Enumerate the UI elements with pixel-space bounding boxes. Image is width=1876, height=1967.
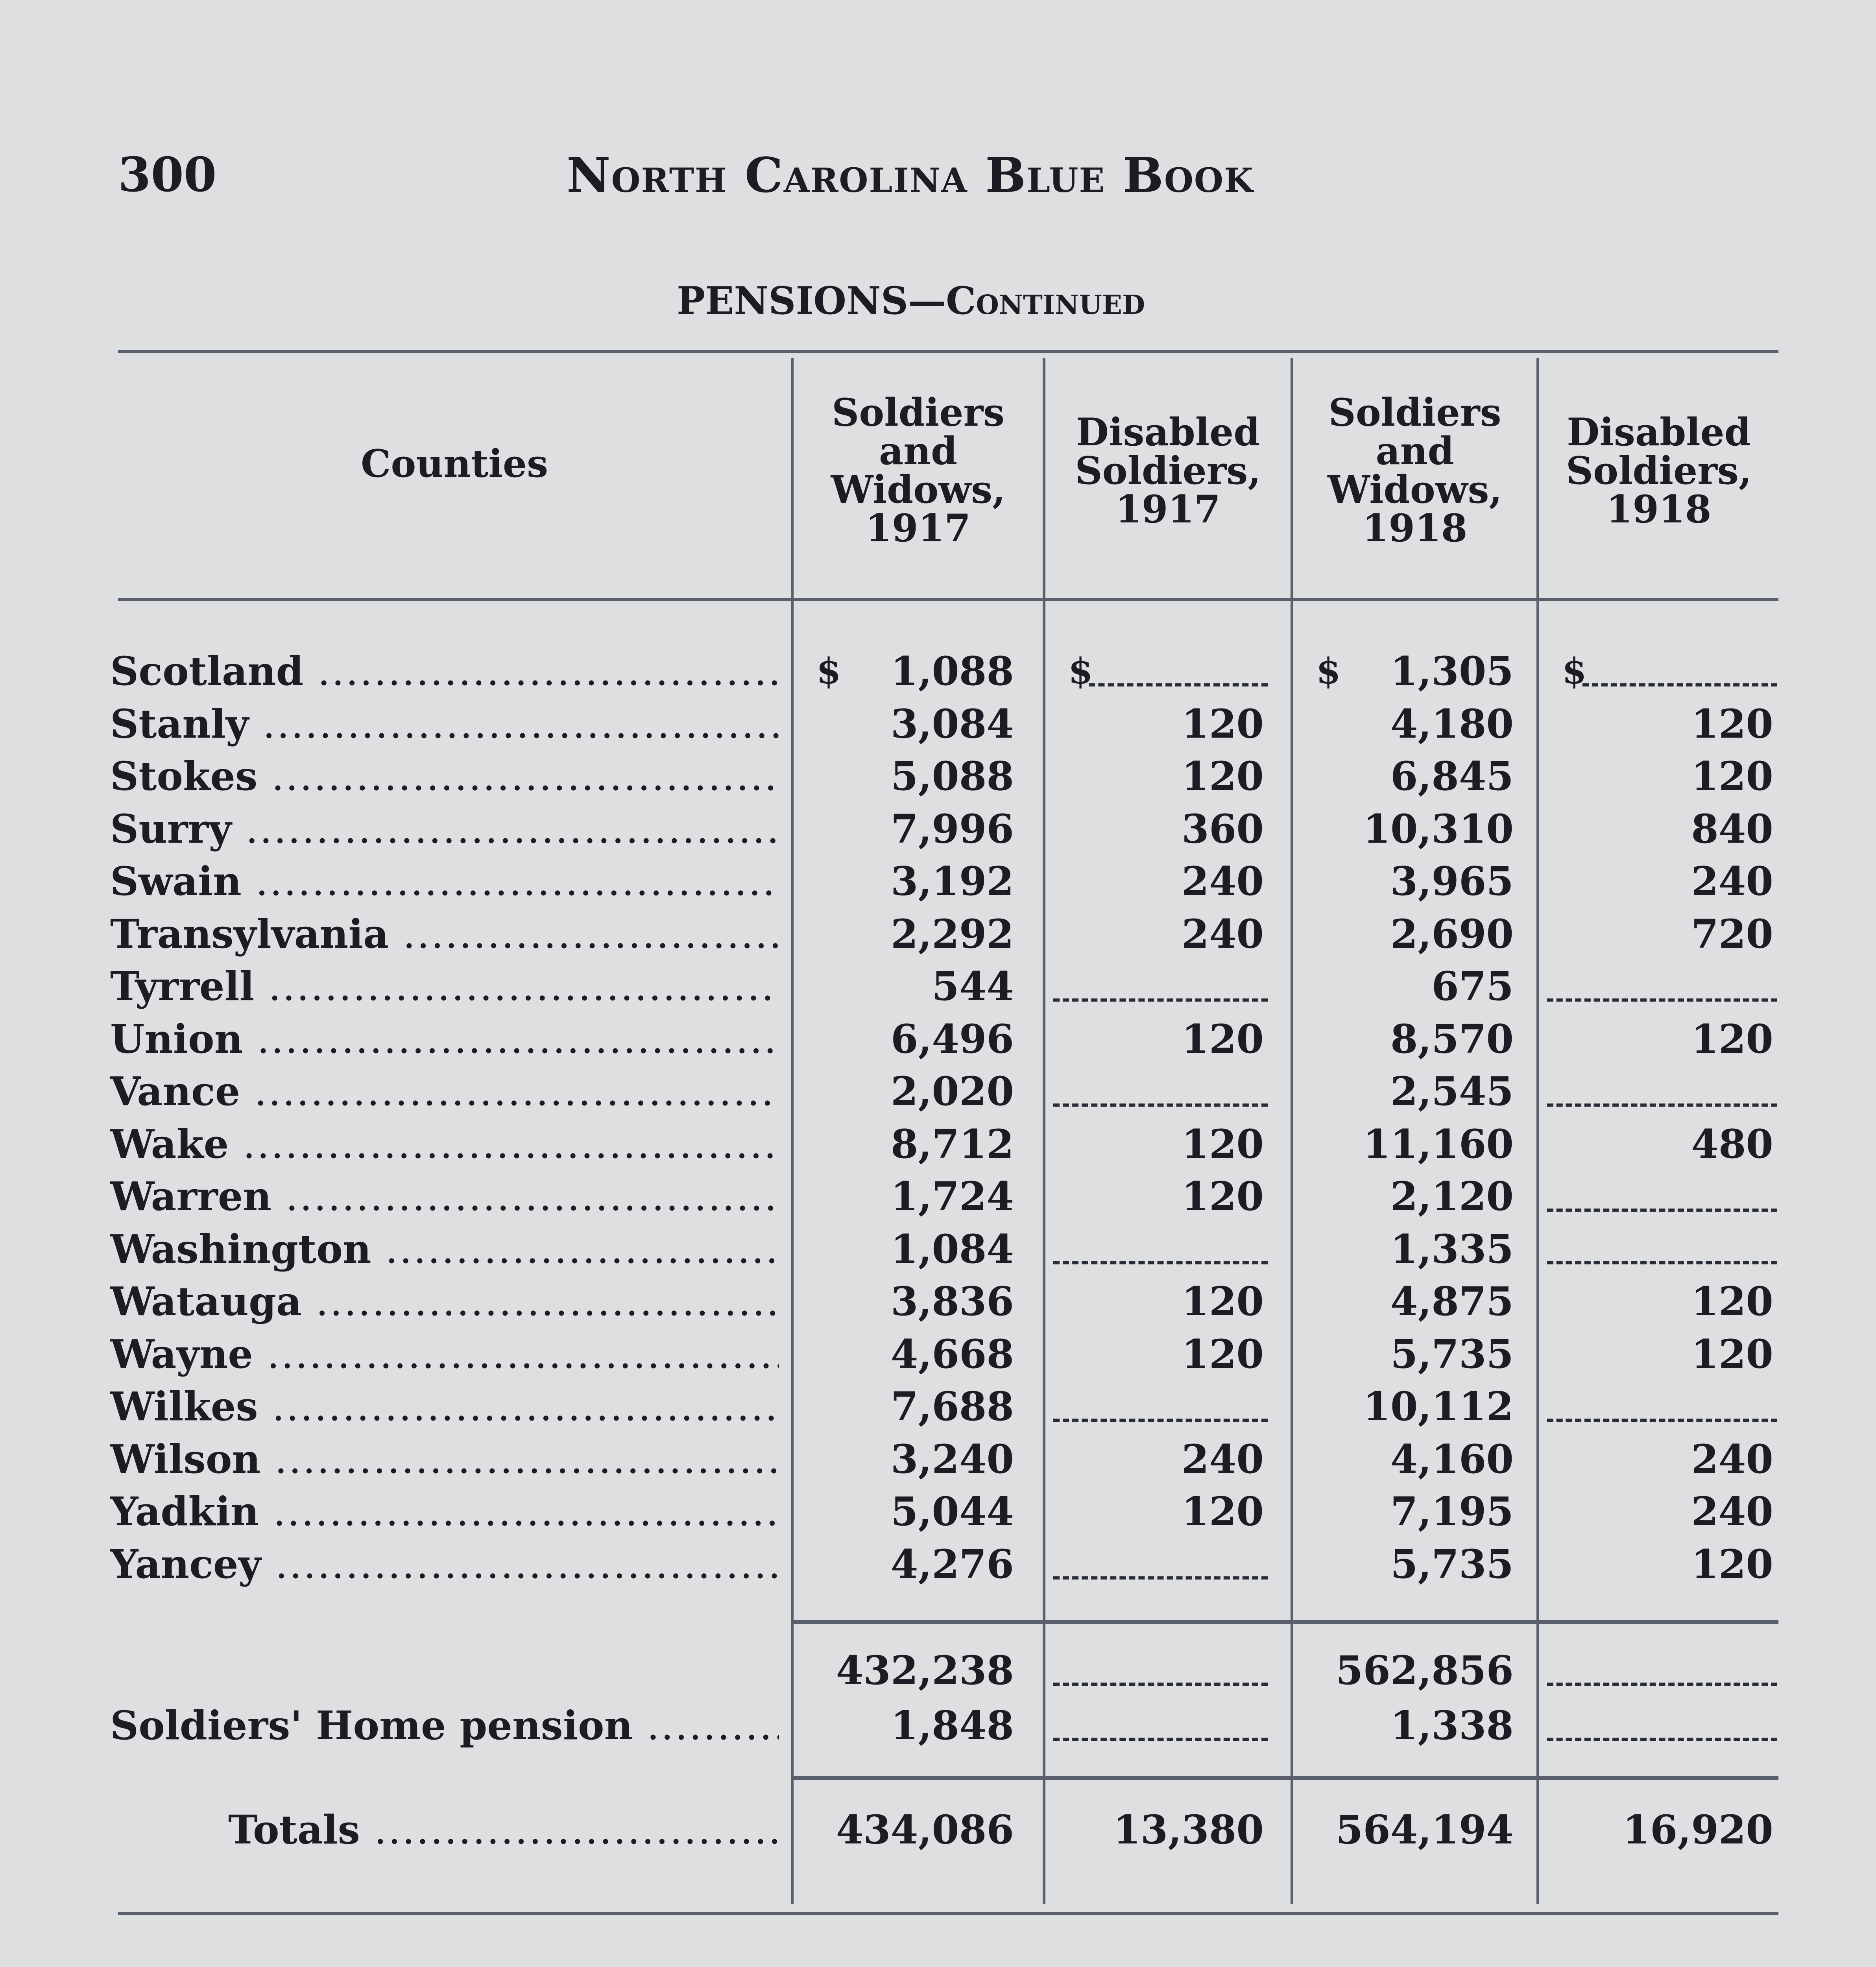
value-cell: 360 xyxy=(1182,806,1264,852)
value-cell: 1,335 xyxy=(1390,1226,1514,1272)
value-cell: 6,496 xyxy=(890,1016,1014,1062)
table-row xyxy=(0,1485,1876,1538)
value-cell: 1,084 xyxy=(890,1226,1014,1272)
county-name: Soldiers' Home pension ..... xyxy=(110,1699,779,1752)
value-cell: 120 xyxy=(1182,1173,1264,1220)
value-cell: 120 xyxy=(1691,1331,1773,1377)
blank-cell-leader xyxy=(1089,634,1268,686)
totals-row xyxy=(0,1804,1876,1856)
county-name: Surry ..... xyxy=(110,803,779,855)
county-name: Vance ..... xyxy=(110,1065,779,1118)
table-row xyxy=(0,960,1876,1013)
value-cell: 480 xyxy=(1691,1121,1773,1167)
blank-cell-leader xyxy=(1053,1212,1268,1264)
value-cell: 544 xyxy=(932,963,1014,1009)
subtotal-rule xyxy=(791,1620,1778,1624)
column-header-soldiers-widows-1917: Soldiers and Widows, 1917 xyxy=(831,390,1006,550)
table-row xyxy=(0,750,1876,803)
value-cell: 7,195 xyxy=(1390,1488,1514,1535)
county-name: Wayne ..... xyxy=(110,1328,779,1380)
table-bottom-rule xyxy=(118,1912,1778,1915)
value-cell: 2,545 xyxy=(1390,1068,1514,1115)
value-cell: 120 xyxy=(1182,1278,1264,1325)
value-cell: 240 xyxy=(1691,1488,1773,1535)
column-header-disabled-1918: Disabled Soldiers, 1918 xyxy=(1566,410,1752,531)
blank-cell-leader xyxy=(1053,1054,1268,1107)
county-name: Watauga ..... xyxy=(110,1275,779,1328)
value-cell: 3,084 xyxy=(890,701,1014,747)
page-number: 300 xyxy=(118,147,217,203)
value-cell: 432,238 xyxy=(836,1647,1014,1694)
value-cell: 120 xyxy=(1691,753,1773,799)
value-cell: 5,088 xyxy=(890,753,1014,799)
table-row xyxy=(0,1275,1876,1328)
county-name: Wilson ..... xyxy=(110,1433,779,1485)
column-header-soldiers-widows-1918: Soldiers and Widows, 1918 xyxy=(1328,390,1502,550)
value-cell: 562,856 xyxy=(1335,1647,1514,1694)
table-row xyxy=(0,1433,1876,1485)
value-cell: 120 xyxy=(1182,701,1264,747)
blank-cell-leader xyxy=(1547,1212,1777,1264)
table-title: PENSIONS—Continued xyxy=(677,279,1145,323)
value-cell: 434,086 xyxy=(836,1806,1014,1853)
blank-cell-leader xyxy=(1053,1369,1268,1422)
value-cell: 1,088 xyxy=(890,648,1014,694)
value-cell: 2,120 xyxy=(1390,1173,1514,1220)
value-cell: 16,920 xyxy=(1623,1806,1773,1853)
county-name: Warren ..... xyxy=(110,1170,779,1223)
value-cell: 4,875 xyxy=(1390,1278,1514,1325)
value-cell: 3,965 xyxy=(1390,858,1514,904)
column-header-counties: Counties xyxy=(361,441,548,486)
value-cell: 11,160 xyxy=(1363,1121,1514,1167)
value-cell: 3,192 xyxy=(890,858,1014,904)
value-cell: 120 xyxy=(1691,1541,1773,1587)
table-row xyxy=(0,803,1876,855)
value-cell: 1,848 xyxy=(890,1702,1014,1749)
currency-symbol: $ xyxy=(816,650,841,692)
table-row xyxy=(0,645,1876,697)
currency-symbol: $ xyxy=(1316,650,1341,692)
county-name: Transylvania ..... xyxy=(110,908,779,960)
value-cell: 240 xyxy=(1691,1436,1773,1482)
blank-cell-leader xyxy=(1547,1688,1777,1741)
value-cell: 6,845 xyxy=(1390,753,1514,799)
county-name: Wilkes ..... xyxy=(110,1380,779,1433)
value-cell: 240 xyxy=(1182,858,1264,904)
value-cell: 564,194 xyxy=(1335,1806,1514,1853)
value-cell: 120 xyxy=(1182,1121,1264,1167)
running-head: North Carolina Blue Book xyxy=(567,147,1254,203)
value-cell: 10,112 xyxy=(1363,1383,1514,1430)
county-name: Washington ..... xyxy=(110,1223,779,1275)
table-row xyxy=(0,1223,1876,1275)
value-cell: 2,292 xyxy=(890,911,1014,957)
blank-cell-leader xyxy=(1547,1633,1777,1686)
header-bottom-rule xyxy=(118,598,1778,601)
value-cell: 120 xyxy=(1182,1488,1264,1535)
value-cell: 3,240 xyxy=(890,1436,1014,1482)
value-cell: 2,020 xyxy=(890,1068,1014,1115)
value-cell: 120 xyxy=(1691,1278,1773,1325)
county-name: Scotland ..... xyxy=(110,645,779,697)
totals-rule xyxy=(791,1776,1778,1780)
value-cell: 4,160 xyxy=(1390,1436,1514,1482)
table-row xyxy=(0,698,1876,750)
value-cell: 120 xyxy=(1182,1016,1264,1062)
county-name: Stokes ..... xyxy=(110,750,779,803)
blank-cell-leader xyxy=(1547,949,1777,1002)
value-cell: 4,276 xyxy=(890,1541,1014,1587)
value-cell: 240 xyxy=(1182,1436,1264,1482)
value-cell: 7,688 xyxy=(890,1383,1014,1430)
currency-symbol: $ xyxy=(1562,650,1587,692)
value-cell: 840 xyxy=(1691,806,1773,852)
value-cell: 5,735 xyxy=(1390,1331,1514,1377)
blank-cell-leader xyxy=(1053,949,1268,1002)
value-cell: 5,044 xyxy=(890,1488,1014,1535)
blank-cell-leader xyxy=(1547,1054,1777,1107)
table-row xyxy=(0,1380,1876,1433)
value-cell: 675 xyxy=(1431,963,1514,1009)
value-cell: 2,690 xyxy=(1390,911,1514,957)
column-header-disabled-1917: Disabled Soldiers, 1917 xyxy=(1075,410,1261,531)
table-top-rule xyxy=(118,350,1778,353)
value-cell: 1,338 xyxy=(1390,1702,1514,1749)
county-name: Wake ..... xyxy=(110,1118,779,1170)
table-row xyxy=(0,1538,1876,1591)
county-name: Tyrrell ..... xyxy=(110,960,779,1013)
value-cell: 120 xyxy=(1691,701,1773,747)
value-cell: 720 xyxy=(1691,911,1773,957)
blank-cell-leader xyxy=(1547,1369,1777,1422)
county-name: Totals ..... xyxy=(228,1804,779,1856)
value-cell: 13,380 xyxy=(1113,1806,1264,1853)
blank-cell-leader xyxy=(1547,1159,1777,1212)
value-cell: 7,996 xyxy=(890,806,1014,852)
county-name: Yancey ..... xyxy=(110,1538,779,1591)
value-cell: 10,310 xyxy=(1363,806,1514,852)
table-row xyxy=(0,1065,1876,1118)
value-cell: 4,180 xyxy=(1390,701,1514,747)
value-cell: 240 xyxy=(1182,911,1264,957)
currency-symbol: $ xyxy=(1068,650,1093,692)
value-cell: 4,668 xyxy=(890,1331,1014,1377)
value-cell: 240 xyxy=(1691,858,1773,904)
value-cell: 120 xyxy=(1182,753,1264,799)
blank-cell-leader xyxy=(1053,1688,1268,1741)
value-cell: 120 xyxy=(1691,1016,1773,1062)
value-cell: 8,570 xyxy=(1390,1016,1514,1062)
county-name: Union ..... xyxy=(110,1013,779,1065)
value-cell: 120 xyxy=(1182,1331,1264,1377)
blank-cell-leader xyxy=(1582,634,1777,686)
blank-cell-leader xyxy=(1053,1527,1268,1580)
value-cell: 3,836 xyxy=(890,1278,1014,1325)
value-cell: 8,712 xyxy=(890,1121,1014,1167)
blank-cell-leader xyxy=(1053,1633,1268,1686)
value-cell: 5,735 xyxy=(1390,1541,1514,1587)
county-name: Swain ..... xyxy=(110,855,779,908)
value-cell: 1,305 xyxy=(1390,648,1514,694)
table-row xyxy=(0,855,1876,908)
county-name: Stanly ..... xyxy=(110,698,779,750)
soldiers-home-row xyxy=(0,1699,1876,1752)
value-cell: 1,724 xyxy=(890,1173,1014,1220)
county-name: Yadkin ..... xyxy=(110,1485,779,1538)
